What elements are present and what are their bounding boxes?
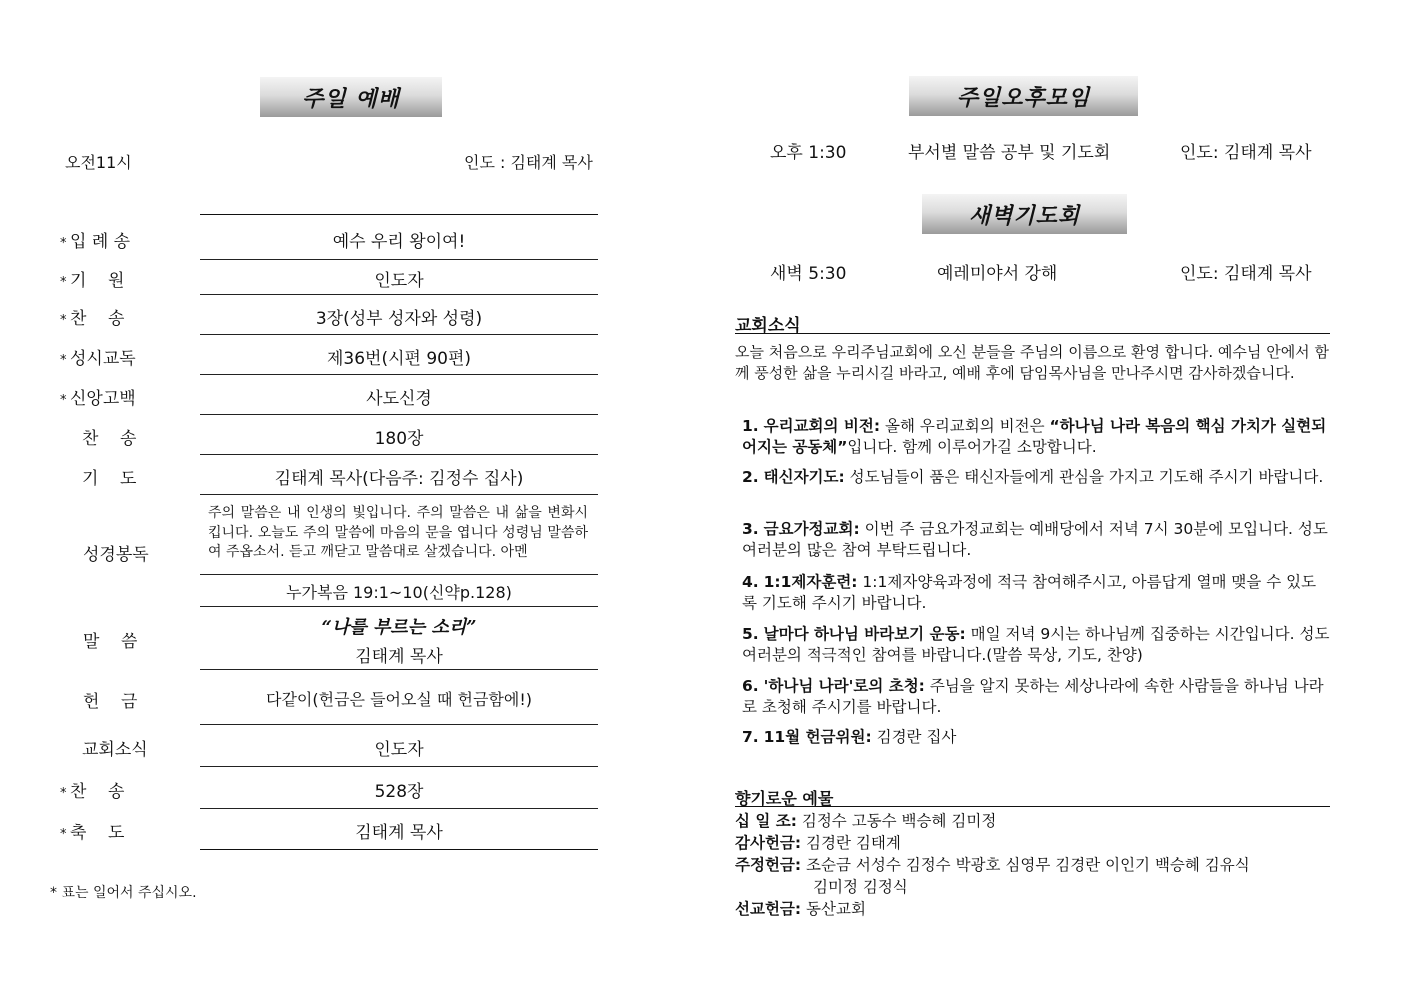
service-time: 오전11시 xyxy=(65,153,132,172)
table-bottom-line xyxy=(200,849,598,850)
item-number: 2. xyxy=(742,468,759,486)
row-label: 기 원 xyxy=(70,271,125,291)
row-value: 인도자 xyxy=(374,740,424,760)
afternoon-leader: 인도: 김태계 목사 xyxy=(1180,143,1312,163)
item-head: 날마다 하나님 바라보기 운동: xyxy=(763,625,966,643)
row-value: 528장 xyxy=(374,782,424,802)
item-number: 3. xyxy=(742,520,759,538)
sermon-label: 말 씀 xyxy=(83,632,138,652)
offering-value: 다같이(헌금은 들어오실 때 헌금함에!) xyxy=(266,690,532,709)
gift-names: 김경란 김태계 xyxy=(806,834,901,852)
row-value: 3장(성부 성자와 성령) xyxy=(315,309,483,329)
table-line xyxy=(200,294,598,295)
news-item: 7. 11월 헌금위원: 김경란 집사 xyxy=(742,728,957,746)
stand-marker: * xyxy=(60,393,67,408)
table-line xyxy=(200,724,598,725)
gift-line xyxy=(735,898,866,920)
gift-label: 십 일 조: xyxy=(735,812,797,830)
reading-label: 성경봉독 xyxy=(83,545,149,565)
news-item: 2. 태신자기도: 성도님들이 품은 태신자들에게 관심을 가지고 기도해 주시기 바랍니다. xyxy=(742,468,1324,486)
news-item: 4. 1:1제자훈련: 1:1제자양육과정에 적극 참여해주시고, 아름답게 열매 맺을 수 있도록 기도해 주시기 바랍니다. xyxy=(742,573,1317,612)
gift-names: 동산교회 xyxy=(806,900,866,918)
stand-marker: * xyxy=(60,313,67,328)
row-label: 찬 송 xyxy=(70,309,125,329)
gifts-divider xyxy=(735,806,1330,807)
row-value: 예수 우리 왕이여! xyxy=(332,232,466,252)
item-number: 5. xyxy=(742,625,759,643)
table-line xyxy=(200,669,598,670)
dawn-prayer-banner: 새벽기도회 xyxy=(922,194,1127,234)
gift-line xyxy=(735,810,996,832)
table-line xyxy=(200,414,598,415)
row-value: 김태계 목사(다음주: 김정수 집사) xyxy=(274,469,524,489)
stand-marker: * xyxy=(60,353,67,368)
item-head: 금요가정교회: xyxy=(763,520,860,538)
row-label: 신앙고백 xyxy=(70,389,136,409)
gift-line xyxy=(735,832,901,854)
table-line xyxy=(200,766,598,767)
item-head: 태신자기도: xyxy=(763,468,845,486)
gift-line-continued xyxy=(813,876,908,898)
table-line xyxy=(200,259,598,260)
row-label: 찬 송 xyxy=(70,782,125,802)
row-label: 기 도 xyxy=(82,469,137,489)
reading-passage: 누가복음 19:1~10(신약p.128) xyxy=(286,583,512,602)
gift-names: 조순금 서성수 김정수 박광호 심영무 김경란 이인기 백승혜 김유식 xyxy=(806,856,1250,874)
item-head: 우리교회의 비전: xyxy=(763,417,881,435)
item-number: 6. xyxy=(742,677,759,695)
sunday-service-banner: 주일 예배 xyxy=(260,77,442,117)
gifts-title: 향기로운 예물 xyxy=(735,789,834,808)
table-line xyxy=(200,574,598,575)
news-item: 1. 우리교회의 비전: 올해 우리교회의 비전은 “하나님 나라 복음의 핵심 가치가 실현되어지는 공동체”입니다. 함께 이루어가길 소망합니다. xyxy=(742,417,1327,456)
gift-line xyxy=(735,854,1250,876)
row-label: 축 도 xyxy=(70,823,125,843)
stand-note: * 표는 일어서 주십시오. xyxy=(50,885,197,901)
stand-marker: * xyxy=(60,275,67,290)
afternoon-desc: 부서별 말씀 공부 및 기도회 xyxy=(908,143,1111,163)
item-number: 7. xyxy=(742,728,759,746)
row-label: 입 례 송 xyxy=(70,232,131,252)
row-value: 김태계 목사 xyxy=(355,823,443,843)
sermon-preacher: 김태계 목사 xyxy=(355,647,443,667)
table-line xyxy=(200,374,598,375)
row-value: 180장 xyxy=(374,429,424,449)
item-head: '하나님 나라'로의 초청: xyxy=(763,677,925,695)
afternoon-time: 오후 1:30 xyxy=(770,143,847,163)
item-head: 11월 헌금위원: xyxy=(763,728,872,746)
stand-marker: * xyxy=(60,236,67,251)
news-item: 6. '하나님 나라'로의 초청: 주님을 알지 못하는 세상나라에 속한 사람들을 하나님 나라로 초청해 주시기를 바랍니다. xyxy=(742,677,1324,716)
gift-label: 감사헌금: xyxy=(735,834,802,852)
row-value: 사도신경 xyxy=(366,389,432,409)
dawn-time: 새벽 5:30 xyxy=(770,264,847,284)
news-intro: 오늘 처음으로 우리주님교회에 오신 분들을 주님의 이름으로 환영 합니다. 예수님 안에서 함께 풍성한 삶을 누리시길 바라고, 예배 후에 담임목사님을 만나주시면 감사하겠습니다. xyxy=(735,343,1329,382)
table-top-line xyxy=(200,214,598,215)
stand-marker: * xyxy=(60,827,67,842)
table-line xyxy=(200,454,598,455)
item-number: 1. xyxy=(742,417,759,435)
table-line xyxy=(200,494,598,495)
item-head: 1:1제자훈련: xyxy=(763,573,858,591)
row-label: 찬 송 xyxy=(82,429,137,449)
service-leader: 인도 : 김태계 목사 xyxy=(464,153,593,172)
afternoon-banner: 주일오후모임 xyxy=(909,76,1138,116)
row-label: 교회소식 xyxy=(82,740,148,760)
sermon-title: “나를 부르는 소리” xyxy=(321,617,477,638)
offering-label: 헌 금 xyxy=(83,692,138,712)
row-value: 제36번(시편 90편) xyxy=(326,349,472,369)
row-label: 성시교독 xyxy=(70,349,136,369)
table-line xyxy=(200,606,598,607)
row-value: 인도자 xyxy=(374,271,424,291)
dawn-leader: 인도: 김태계 목사 xyxy=(1180,264,1312,284)
gift-label: 주정헌금: xyxy=(735,856,802,874)
gift-label: 선교헌금: xyxy=(735,900,802,918)
news-item: 5. 날마다 하나님 바라보기 운동: 매일 저녁 9시는 하나님께 집중하는 시간입니다. 성도 여러분의 적극적인 참여를 바랍니다.(말씀 묵상, 기도, 찬양) xyxy=(742,625,1330,664)
table-line xyxy=(200,334,598,335)
news-divider xyxy=(735,333,1330,334)
item-number: 4. xyxy=(742,573,759,591)
stand-marker: * xyxy=(60,786,67,801)
gift-names: 김정수 고동수 백승혜 김미정 xyxy=(801,812,997,830)
gift-names: 김미정 김정식 xyxy=(813,878,908,896)
news-title: 교회소식 xyxy=(735,316,801,336)
table-line xyxy=(200,808,598,809)
reading-prayer: 주의 말씀은 내 인생의 빛입니다. 주의 말씀은 내 삶을 변화시킵니다. 오늘도 주의 말씀에 마음의 문을 엽니다 성령님 말씀하여 주옵소서. 듣고 깨닫고 말씀대로 살겠습니다. 아멘 xyxy=(208,505,588,560)
news-item: 3. 금요가정교회: 이번 주 금요가정교회는 예배당에서 저녁 7시 30분에 모입니다. 성도 여러분의 많은 참여 부탁드립니다. xyxy=(742,520,1328,559)
dawn-desc: 예레미야서 강해 xyxy=(937,264,1058,284)
